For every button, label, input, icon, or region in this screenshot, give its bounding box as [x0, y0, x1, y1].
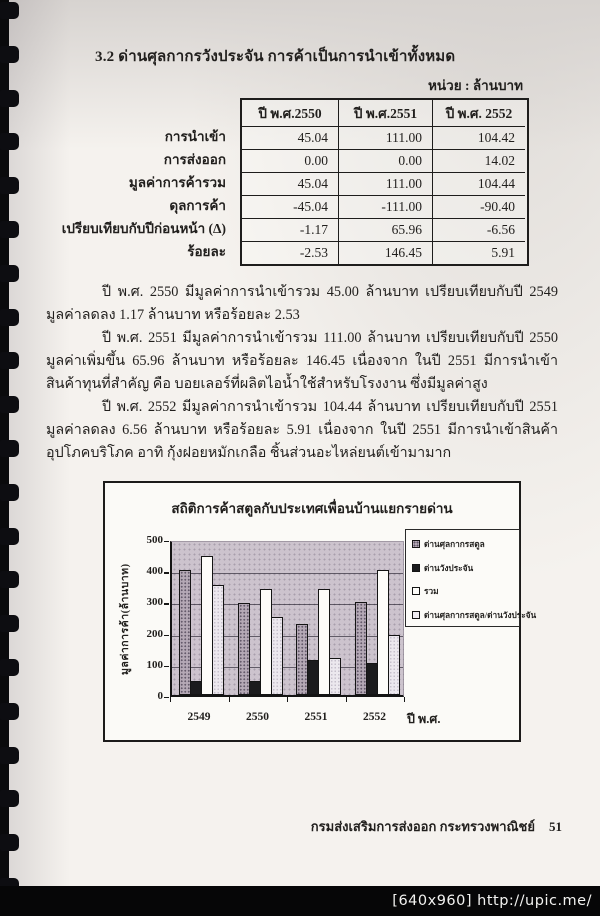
- table-row-label: ดุลการค้า: [169, 197, 226, 213]
- table-cell: 5.91: [432, 241, 525, 264]
- legend-item: [412, 537, 515, 551]
- dotted-swatch-icon: [412, 540, 420, 548]
- binding-notch: [0, 396, 19, 413]
- paragraph: ปี พ.ศ. 2551 มีมูลค่าการนำเข้ารวม 111.00 ล้านบาท เปรียบเทียบกับปี 2550 มูลค่าเพิ่มขึ้น 65.96 ล้านบาท หรือร้อยละ 146.45 เนื่องจาก ในปี 2551 มีการนำเข้าสินค้าทุนที่สำคัญ คือ บอยเลอร์ที่ผลิตไอน้ำใช้สำหรับโรงงาน ซึ่งมีมูลค่าสูง: [46, 330, 558, 392]
- bar-light: [388, 635, 400, 695]
- table-cell: 45.04: [242, 172, 338, 195]
- table-row-label: มูลค่าการค้ารวม: [128, 174, 226, 190]
- legend-label: ด่านศุลกากรสตูล/ด่านวังประจัน: [424, 610, 537, 620]
- table-cell: 45.04: [242, 126, 338, 149]
- binding-notch: [0, 90, 19, 107]
- page-number: 51: [549, 819, 562, 834]
- table-cell: 0.00: [242, 149, 338, 172]
- binding-notch: [0, 177, 19, 194]
- x-category-label: 2552: [363, 711, 386, 723]
- y-tick-label: 0: [157, 690, 163, 702]
- binding-notch: [0, 571, 19, 588]
- table-cell: 104.44: [432, 172, 525, 195]
- y-tick-mark: [164, 572, 169, 573]
- table-cell: 111.00: [338, 172, 432, 195]
- legend-label: ด่านวังประจัน: [424, 563, 474, 573]
- paragraph: ปี พ.ศ. 2550 มีมูลค่าการนำเข้ารวม 45.00 ล้านบาท เปรียบเทียบกับปี 2549 มูลค่าลดลง 1.17 ล้านบาท หรือร้อยละ 2.53: [46, 284, 558, 323]
- black-swatch-icon: [412, 564, 420, 572]
- binding-notch: [0, 615, 19, 632]
- binding-notch: [0, 528, 19, 545]
- legend-label: รวม: [424, 587, 439, 597]
- section-heading: 3.2 ด่านศุลกากรวังประจัน การค้าเป็นการนำเข้าทั้งหมด: [95, 49, 456, 65]
- chart-title: สถิติการค้าสตูลกับประเทศเพื่อนบ้านแยกรายด่าน: [171, 501, 453, 516]
- binding-notch: [0, 659, 19, 676]
- binding-notch: [0, 440, 19, 457]
- white-swatch-icon: [412, 587, 420, 595]
- legend-item: [412, 584, 515, 598]
- legend-item: [412, 561, 515, 575]
- legend-label: ด่านศุลกากรสตูล: [424, 540, 485, 549]
- x-tick-mark: [170, 697, 171, 702]
- table-cell: 146.45: [338, 241, 432, 264]
- light-swatch-icon: [412, 611, 420, 619]
- table-cell: -90.40: [432, 195, 525, 218]
- table-cell: 111.00: [338, 126, 432, 149]
- binding-notch: [0, 703, 19, 720]
- binding-notch: [0, 747, 19, 764]
- y-tick-mark: [164, 666, 169, 667]
- paragraph: ปี พ.ศ. 2552 มีมูลค่าการนำเข้ารวม 104.44 ล้านบาท เปรียบเทียบกับปี 2551 มูลค่าลดลง 6.56 ล้านบาท หรือร้อยละ 5.91 เนื่องจาก ในปี 2551 มีการนำเข้าสินค้าอุปโภคบริโภค อาทิ กุ้งฝอยหมักเกลือ ชิ้นส่วนอะไหล่ยนต์เข้ามามาก: [46, 399, 558, 461]
- binding-notch: [0, 221, 19, 238]
- y-tick-label: 400: [146, 565, 163, 578]
- chart-y-axis-label: มูลค่าการค้า(ล้านบาท): [120, 563, 131, 675]
- y-tick-label: 500: [146, 534, 163, 546]
- table-row-label: เปรียบเทียบกับปีก่อนหน้า (Δ): [61, 220, 226, 236]
- binding-notch: [0, 133, 19, 150]
- y-tick-mark: [164, 603, 169, 604]
- table-cell: -1.17: [242, 218, 338, 241]
- binding-notch: [0, 352, 19, 369]
- y-tick-label: 100: [146, 658, 163, 671]
- table-column-header: ปี พ.ศ. 2552: [432, 100, 525, 126]
- chart-x-axis-label: ปี พ.ศ.: [407, 712, 441, 726]
- table-row-label: ร้อยละ: [187, 243, 226, 259]
- unit-label: หน่วย : ล้านบาท: [428, 78, 523, 93]
- binding-notch: [0, 834, 19, 851]
- table-column-header: ปี พ.ศ.2551: [338, 100, 432, 126]
- x-category-label: 2549: [187, 711, 211, 723]
- page-footer: [311, 816, 562, 837]
- binding-notch: [0, 790, 19, 807]
- bar-dotted: [179, 570, 191, 695]
- bar-light: [212, 585, 224, 695]
- bar-light: [329, 658, 341, 695]
- table-cell: -2.53: [242, 241, 338, 264]
- bar-light: [271, 617, 283, 695]
- table-cell: 0.00: [338, 149, 432, 172]
- trade-chart: [103, 481, 537, 742]
- legend-item: [412, 608, 537, 622]
- binding-notch: [0, 2, 19, 19]
- binding-notch: [0, 265, 19, 282]
- watermark-text: [640x960] http://upic.me/: [392, 893, 592, 909]
- footer-text: กรมส่งเสริมการส่งออก กระทรวงพาณิชย์: [310, 819, 535, 834]
- body-paragraphs: [46, 281, 558, 465]
- x-category-label: 2551: [304, 711, 328, 723]
- y-tick-mark: [164, 697, 169, 698]
- y-tick-mark: [164, 635, 169, 636]
- chart-legend: [405, 529, 537, 627]
- table-cell: -45.04: [242, 195, 338, 218]
- table-row-label: การส่งออก: [163, 151, 226, 167]
- x-category-label: 2550: [246, 711, 269, 723]
- y-tick-label: 300: [146, 596, 163, 609]
- y-tick-mark: [164, 541, 169, 542]
- table-row-label: การนำเข้า: [164, 128, 226, 144]
- chart-plot-area: [170, 541, 404, 697]
- table-cell: 104.42: [432, 126, 525, 149]
- table-cell: -6.56: [432, 218, 525, 241]
- scan-bottom-edge: [0, 886, 600, 916]
- x-tick-mark: [346, 697, 347, 702]
- table-row-labels: [20, 98, 232, 262]
- table-cell: 65.96: [338, 218, 432, 241]
- trade-table: [240, 98, 529, 266]
- table-cell: 14.02: [432, 149, 525, 172]
- table-cell: -111.00: [338, 195, 432, 218]
- x-tick-mark: [229, 697, 230, 702]
- table-column-header: ปี พ.ศ.2550: [258, 106, 322, 121]
- binding-notch: [0, 484, 19, 501]
- binding-notch: [0, 46, 19, 63]
- x-tick-mark: [287, 697, 288, 702]
- x-tick-mark: [404, 697, 405, 702]
- y-tick-label: 200: [146, 627, 163, 640]
- binding-notch: [0, 309, 19, 326]
